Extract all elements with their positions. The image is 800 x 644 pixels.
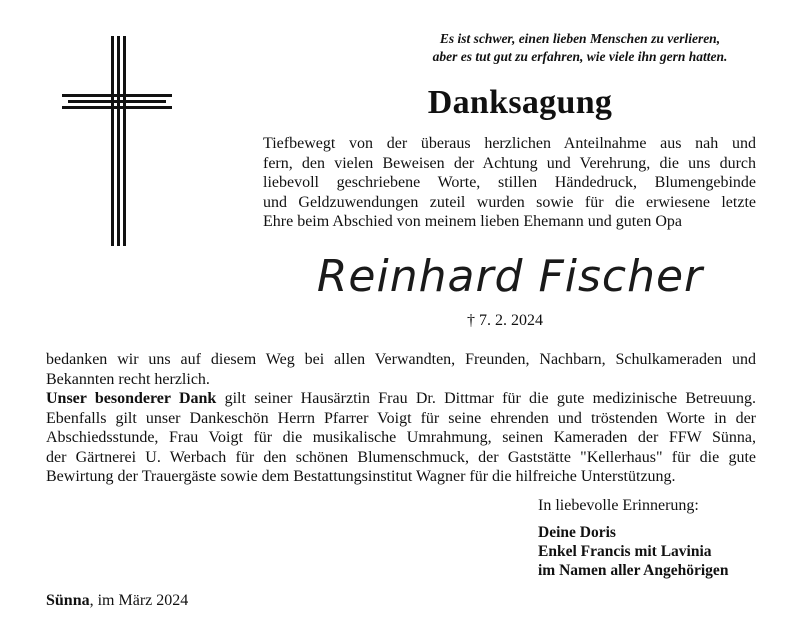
special-thanks-label: Unser besonderer Dank	[46, 390, 217, 407]
intro-line: Ehre beim Abschied von meinem lieben Ehemann und guten Opa	[263, 213, 682, 230]
body-text	[46, 350, 756, 487]
body-line: Abschiedsstunde, Frau Voigt für die musikalische Umrahmung, seinen Kameraden der FFW Sünna,	[46, 429, 756, 446]
quote-line-1: Es ist schwer, einen lieben Menschen zu verlieren,	[439, 31, 721, 46]
body-line: Bewirtung der Trauergäste sowie dem Bestattungsinstitut Wagner für die hilfreiche Unterstützung.	[46, 468, 676, 485]
body-line-rest: gilt seiner Hausärztin Frau Dr. Dittmar für die gute medizinische Betreuung.	[216, 390, 756, 407]
place-date	[46, 592, 188, 610]
body-line: bedanken wir uns auf diesem Weg bei allen Verwandten, Freunden, Nachbarn, Schulkameraden und	[46, 351, 756, 368]
body-line: Bekannten recht herzlich.	[46, 370, 210, 388]
page-title: Danksagung	[427, 84, 613, 121]
intro-line: und Geldzuwendungen zuteil wurden sowie für die erwiesene letzte	[263, 193, 756, 211]
signature-intro: In liebevolle Erinnerung:	[538, 497, 699, 514]
signature-line-3: im Namen aller Angehörigen	[538, 562, 729, 579]
deceased-name: Reinhard Fischer	[316, 251, 704, 302]
body-line: Ebenfalls gilt unser Dankeschön Herrn Pfarrer Voigt für seine ehrenden und tröstenden Worte in der	[46, 409, 756, 427]
cross-icon	[62, 36, 172, 246]
intro-line: Tiefbewegt von der überaus herzlichen Anteilnahme aus nah und	[263, 135, 756, 152]
place-town: Sünna	[46, 592, 90, 609]
body-line: der Gärtnerei U. Werbach für den schönen Blumenschmuck, der Gaststätte "Kellerhaus" für die gute	[46, 448, 756, 466]
quote	[380, 30, 780, 66]
signature-line-1: Deine Doris	[538, 524, 616, 541]
intro-text	[263, 134, 756, 232]
signature-line-2: Enkel Francis mit Lavinia	[538, 543, 712, 560]
place-date-text: , im März 2024	[89, 592, 189, 609]
signature	[538, 523, 728, 580]
death-date: † 7. 2. 2024	[467, 312, 543, 329]
body-line	[46, 389, 756, 409]
intro-line: liebevoll geschriebene Worte, stillen Händedruck, Blumengebinde	[263, 174, 756, 191]
quote-line-2: aber es tut gut zu erfahren, wie viele ihn gern hatten.	[432, 49, 728, 64]
intro-line: fern, den vielen Beweisen der Achtung und Verehrung, die uns durch	[263, 154, 756, 172]
